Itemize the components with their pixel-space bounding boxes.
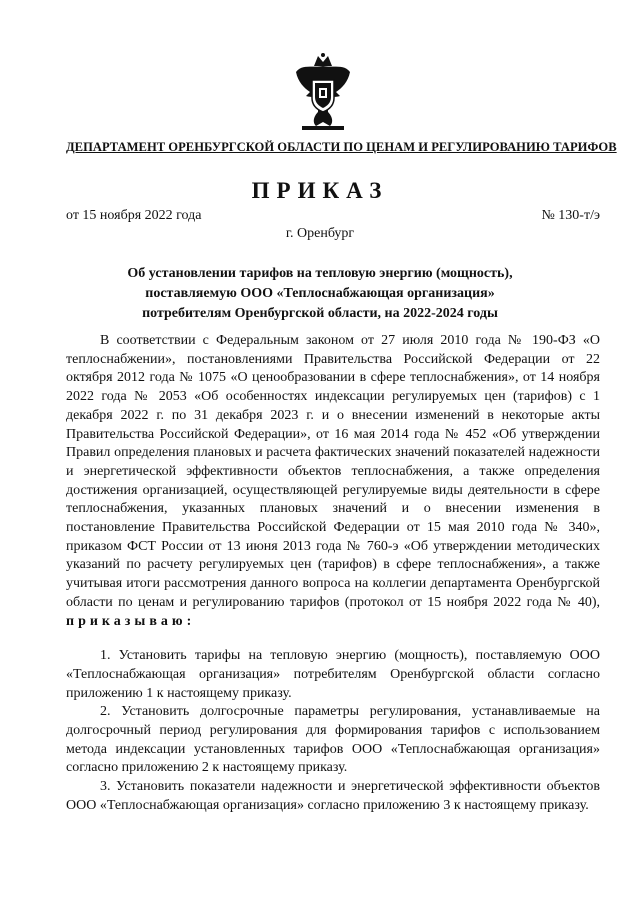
- order-city: г. Оренбург: [285, 226, 355, 241]
- order-date: от 15 ноября 2022 года: [66, 208, 202, 223]
- order-number: № 130-т/э: [541, 208, 600, 223]
- document-type: ПРИКАЗ: [251, 178, 389, 203]
- coat-of-arms-icon: [292, 52, 354, 132]
- document-body: [66, 332, 600, 816]
- heading-line: поставляемую ООО «Теплоснабжающая организация»: [145, 286, 495, 301]
- heading-line: потребителям Оренбургской области, на 2022-2024 годы: [142, 306, 498, 321]
- order-item: 3. Установить показатели надежности и энергетической эффективности объектов ООО «Теплоснабжающая организация» согласно приложению 3 к настоящему приказу.: [66, 779, 600, 813]
- document-heading: [80, 264, 560, 324]
- department-name: ДЕПАРТАМЕНТ ОРЕНБУРГСКОЙ ОБЛАСТИ ПО ЦЕНАМ И РЕГУЛИРОВАНИЮ ТАРИФОВ: [66, 140, 617, 154]
- order-item: 2. Установить долгосрочные параметры регулирования, устанавливаемые на долгосрочный период регулирования для формирования тарифов с использованием метода индексации установленных тарифов ООО «Теплоснабжающая организация» согласно приложению 2 к настоящему приказу.: [66, 704, 600, 776]
- order-item: 1. Установить тарифы на тепловую энергию (мощность), поставляемую ООО «Теплоснабжающая организация» потребителям Оренбургской области согласно приложению 1 к настоящему приказу.: [66, 648, 600, 701]
- preamble-paragraph: [66, 332, 600, 631]
- heading-line: Об установлении тарифов на тепловую энергию (мощность),: [127, 266, 513, 281]
- decree-word: приказываю:: [66, 613, 196, 629]
- preamble-text: В соответствии с Федеральным законом от 27 июля 2010 года № 190-ФЗ «О теплоснабжении», постановлениями Правительства Российской Федерации от 22 октября 2012 года № 1075 «О ценообразовании в сфере теплоснабжения», от 14 ноября 2022 года № 2053 «Об особенностях индексации регулируемых цен (тарифов) с 1 декабря 2022 г. по 31 декабря 2023 г. и о внесении изменений в некоторые акты Правительства Российской Федерации», от 16 мая 2014 года № 452 «Об утверждении Правил определения плановых и расчета фактических значений показателей надежности и энергетической эффективности объектов теплоснабжения, а также определения достижения организацией, осуществляющей регулируемые виды деятельности в сфере теплоснабжения, указанных плановых значений и о внесении изменения в постановление Правительства Российской Федерации от 15 мая 2010 года № 340», приказом ФСТ России от 13 июня 2013 года № 760-э «Об утверждении методических указаний по расчету регулируемых цен (тарифов) в сфере теплоснабжения», а также учитывая итоги рассмотрения данного вопроса на коллегии департамента Оренбургской области по ценам и регулированию тарифов (протокол от 15 ноября 2022 года № 40),: [66, 333, 600, 610]
